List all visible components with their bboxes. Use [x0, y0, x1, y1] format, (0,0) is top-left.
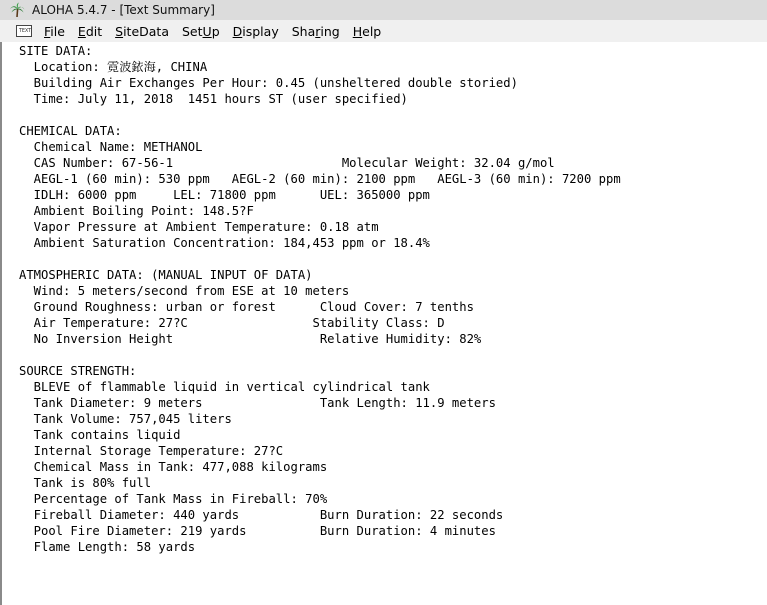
summary-line: Ambient Boiling Point: 148.5?F	[19, 204, 254, 218]
summary-line: IDLH: 6000 ppm LEL: 71800 ppm UEL: 365000 ppm	[19, 188, 430, 202]
summary-line: Ground Roughness: urban or forest Cloud Cover: 7 tenths	[19, 300, 474, 314]
summary-line: Vapor Pressure at Ambient Temperature: 0.18 atm	[19, 220, 379, 234]
summary-line: Location: 霓波銥海, CHINA	[19, 60, 208, 74]
title-bar	[0, 0, 767, 20]
menu-display[interactable]: Display	[232, 23, 279, 39]
text-summary-body	[19, 43, 621, 555]
menu-help[interactable]: Help	[352, 23, 382, 39]
menu-file[interactable]: File	[44, 23, 65, 39]
summary-line: CHEMICAL DATA:	[19, 124, 122, 138]
summary-line: Ambient Saturation Concentration: 184,453 ppm or 18.4%	[19, 236, 430, 250]
menu-sharing[interactable]: Sharing	[291, 23, 340, 39]
summary-line: Wind: 5 meters/second from ESE at 10 meters	[19, 284, 350, 298]
summary-line: ATMOSPHERIC DATA: (MANUAL INPUT OF DATA)	[19, 268, 313, 282]
summary-line: Building Air Exchanges Per Hour: 0.45 (unsheltered double storied)	[19, 76, 518, 90]
summary-line: SOURCE STRENGTH:	[19, 364, 137, 378]
menu-setup[interactable]: SetUp	[182, 23, 220, 39]
blank-line	[19, 347, 621, 363]
blank-line	[19, 251, 621, 267]
summary-line: Flame Length: 58 yards	[19, 540, 196, 554]
menu-edit[interactable]: Edit	[77, 23, 103, 39]
document-icon-label: TEXT	[19, 28, 31, 34]
summary-line: Chemical Mass in Tank: 477,088 kilograms	[19, 460, 328, 474]
summary-line: Time: July 11, 2018 1451 hours ST (user specified)	[19, 92, 408, 106]
menu-sitedata[interactable]: SiteData	[115, 23, 169, 39]
summary-line: Tank Diameter: 9 meters Tank Length: 11.9 meters	[19, 396, 496, 410]
summary-line: No Inversion Height Relative Humidity: 82%	[19, 332, 482, 346]
menu-bar	[0, 20, 767, 43]
window-title: ALOHA 5.4.7 - [Text Summary]	[32, 3, 215, 17]
summary-line: AEGL-1 (60 min): 530 ppm AEGL-2 (60 min): 2100 ppm AEGL-3 (60 min): 7200 ppm	[19, 172, 621, 186]
summary-line: CAS Number: 67-56-1 Molecular Weight: 32.04 g/mol	[19, 156, 555, 170]
document-icon[interactable]	[16, 25, 32, 37]
summary-line: Pool Fire Diameter: 219 yards Burn Duration: 4 minutes	[19, 524, 496, 538]
summary-line: Fireball Diameter: 440 yards Burn Duration: 22 seconds	[19, 508, 504, 522]
summary-line: Tank Volume: 757,045 liters	[19, 412, 232, 426]
summary-line: Internal Storage Temperature: 27?C	[19, 444, 284, 458]
summary-line: Chemical Name: METHANOL	[19, 140, 203, 154]
aloha-palm-icon	[8, 2, 26, 18]
blank-line	[19, 107, 621, 123]
summary-line: Tank is 80% full	[19, 476, 152, 490]
summary-line: Air Temperature: 27?C Stability Class: D	[19, 316, 445, 330]
summary-line: BLEVE of flammable liquid in vertical cylindrical tank	[19, 380, 430, 394]
summary-line: Tank contains liquid	[19, 428, 181, 442]
summary-line: Percentage of Tank Mass in Fireball: 70%	[19, 492, 328, 506]
summary-line: SITE DATA:	[19, 44, 93, 58]
